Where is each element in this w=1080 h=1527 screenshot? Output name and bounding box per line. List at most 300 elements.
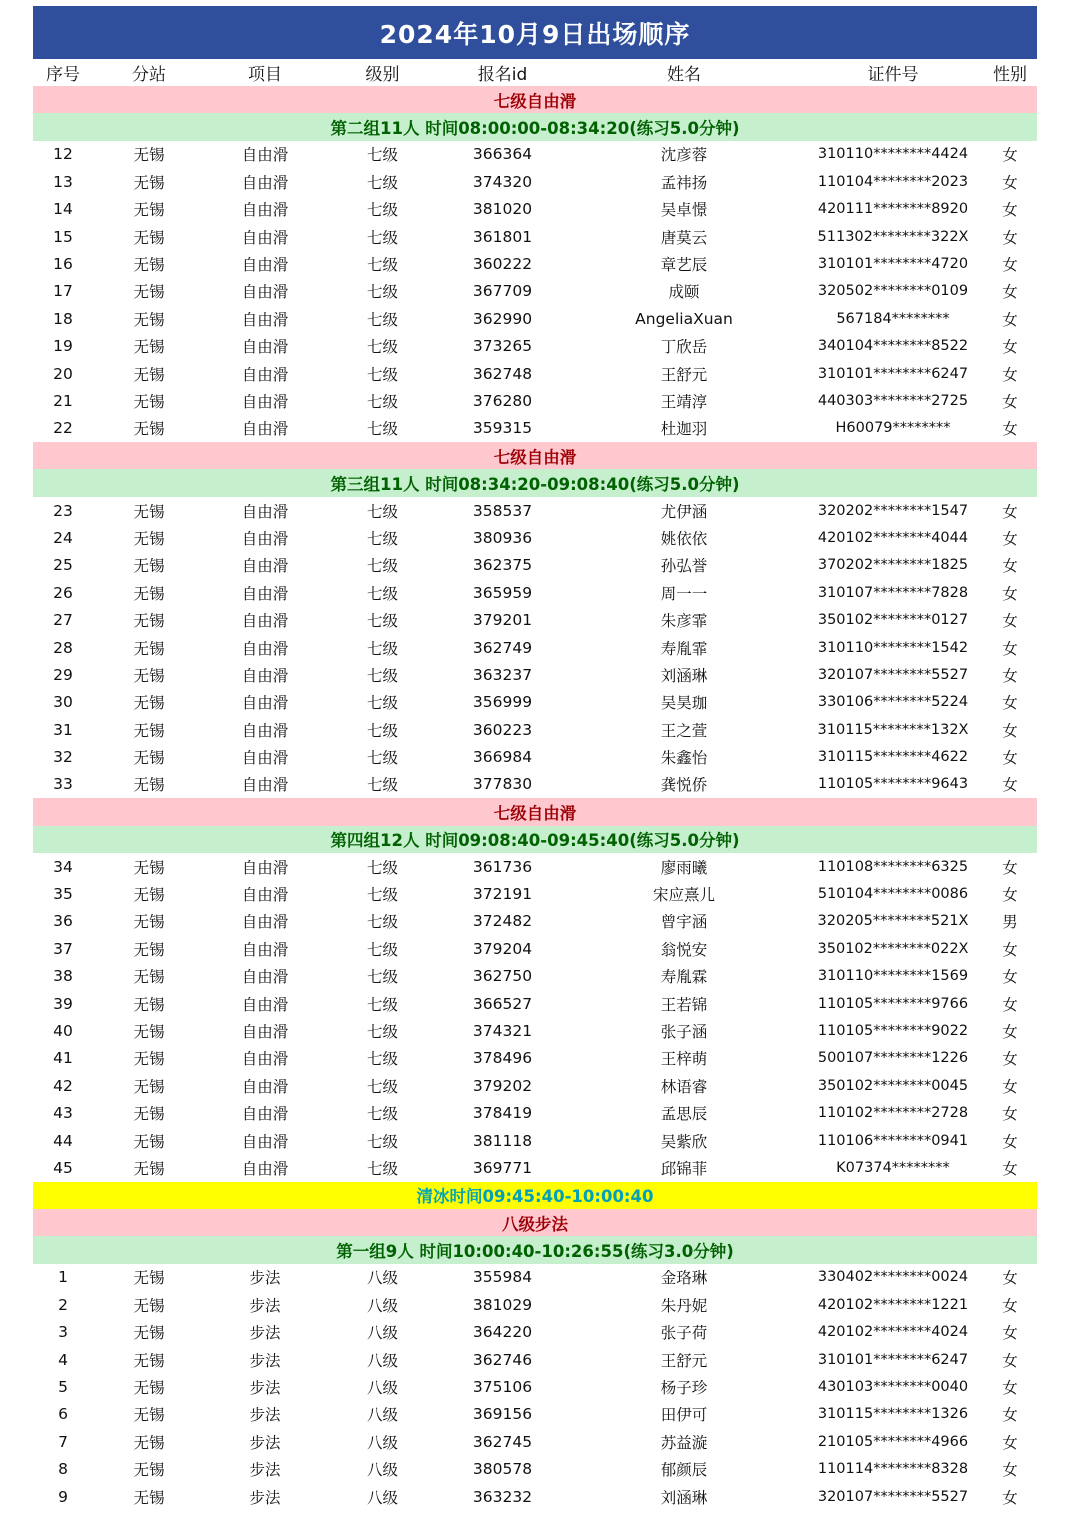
reg-id-cell: 378419 <box>472 1104 533 1123</box>
station-cell: 无锡 <box>133 420 165 439</box>
gender-cell: 女 <box>1002 666 1018 685</box>
level-cell: 七级 <box>366 529 398 548</box>
seq-cell: 5 <box>58 1378 68 1397</box>
seq-cell: 24 <box>53 528 73 547</box>
level-cell: 七级 <box>366 310 398 329</box>
level-cell: 七级 <box>366 995 398 1014</box>
ice-cleaning-band: 清冰时间09:45:40-10:00:40 <box>33 1182 1037 1209</box>
column-header-station: 分站 <box>132 65 166 85</box>
reg-id-cell: 381029 <box>472 1295 533 1314</box>
table-row <box>33 743 1037 770</box>
level-cell: 七级 <box>366 749 398 768</box>
reg-id-cell: 377830 <box>472 775 533 794</box>
level-cell: 七级 <box>366 1050 398 1069</box>
name-cell: 廖雨曦 <box>660 858 708 877</box>
id-number-cell: 110108********6325 <box>817 858 969 875</box>
table-row <box>33 223 1037 250</box>
gender-cell: 女 <box>1002 310 1018 329</box>
name-cell: 张子荷 <box>660 1324 708 1343</box>
name-cell: 唐莫云 <box>660 228 708 247</box>
station-cell: 无锡 <box>133 913 165 932</box>
table-row <box>33 1428 1037 1455</box>
column-header-gender: 性别 <box>993 65 1027 85</box>
station-cell: 无锡 <box>133 1296 165 1315</box>
level-cell: 七级 <box>366 721 398 740</box>
station-cell: 无锡 <box>133 1077 165 1096</box>
level-cell: 七级 <box>366 886 398 905</box>
reg-id-cell: 360222 <box>472 255 533 274</box>
table-row <box>33 1154 1037 1181</box>
gender-cell: 女 <box>1002 776 1018 795</box>
group-band: 第四组12人 时间09:08:40-09:45:40(练习5.0分钟) <box>33 826 1037 853</box>
table-row <box>33 168 1037 195</box>
table-row <box>33 716 1037 743</box>
level-cell: 七级 <box>366 392 398 411</box>
reg-id-cell: 365959 <box>472 583 533 602</box>
level-cell: 七级 <box>366 694 398 713</box>
seq-cell: 23 <box>53 501 73 520</box>
page-title: 2024年10月9日出场顺序 <box>33 6 1037 59</box>
reg-id-cell: 355984 <box>472 1268 533 1287</box>
event-cell: 自由滑 <box>241 365 289 384</box>
name-cell: 王之萱 <box>660 721 708 740</box>
seq-cell: 13 <box>53 172 73 191</box>
category-band: 七级自由滑 <box>33 86 1037 113</box>
gender-cell: 女 <box>1002 173 1018 192</box>
reg-id-cell: 372191 <box>472 885 533 904</box>
schedule-sheet <box>33 6 1037 1510</box>
id-number-cell: 210105********4966 <box>817 1433 969 1450</box>
reg-id-cell: 366984 <box>472 748 533 767</box>
table-row <box>33 963 1037 990</box>
reg-id-cell: 366527 <box>472 994 533 1013</box>
event-cell: 自由滑 <box>241 995 289 1014</box>
level-cell: 七级 <box>366 228 398 247</box>
seq-cell: 30 <box>53 693 73 712</box>
event-cell: 步法 <box>249 1406 281 1425</box>
event-cell: 步法 <box>249 1296 281 1315</box>
table-row <box>33 1127 1037 1154</box>
id-number-cell: 500107********1226 <box>817 1050 969 1067</box>
table-row <box>33 1373 1037 1400</box>
name-cell: 苏益漩 <box>660 1433 708 1452</box>
level-cell: 七级 <box>366 256 398 275</box>
reg-id-cell: 362375 <box>472 556 533 575</box>
gender-cell: 女 <box>1002 201 1018 220</box>
station-cell: 无锡 <box>133 529 165 548</box>
name-cell: 尤伊涵 <box>660 502 708 521</box>
seq-cell: 19 <box>53 337 73 356</box>
seq-cell: 1 <box>58 1268 68 1287</box>
name-cell: 刘涵琳 <box>660 1488 708 1507</box>
station-cell: 无锡 <box>133 173 165 192</box>
station-cell: 无锡 <box>133 776 165 795</box>
seq-cell: 34 <box>53 857 73 876</box>
level-cell: 八级 <box>366 1379 398 1398</box>
reg-id-cell: 374320 <box>472 172 533 191</box>
id-number-cell: 430103********0040 <box>817 1379 969 1396</box>
reg-id-cell: 373265 <box>472 337 533 356</box>
gender-cell: 女 <box>1002 1077 1018 1096</box>
table-row <box>33 1072 1037 1099</box>
station-cell: 无锡 <box>133 1050 165 1069</box>
id-number-cell: 310110********1569 <box>817 968 969 985</box>
event-cell: 自由滑 <box>241 612 289 631</box>
name-cell: 龚悦侨 <box>660 776 708 795</box>
table-row <box>33 908 1037 935</box>
name-cell: 王舒元 <box>660 365 708 384</box>
gender-cell: 女 <box>1002 392 1018 411</box>
level-cell: 七级 <box>366 1132 398 1151</box>
event-cell: 自由滑 <box>241 886 289 905</box>
event-cell: 自由滑 <box>241 392 289 411</box>
event-cell: 步法 <box>249 1269 281 1288</box>
id-number-cell: 110105********9022 <box>817 1022 969 1039</box>
level-cell: 七级 <box>366 502 398 521</box>
seq-cell: 3 <box>58 1323 68 1342</box>
reg-id-cell: 372482 <box>472 912 533 931</box>
event-cell: 自由滑 <box>241 420 289 439</box>
station-cell: 无锡 <box>133 694 165 713</box>
table-row <box>33 880 1037 907</box>
id-number-cell: 350102********0045 <box>817 1077 969 1094</box>
seq-cell: 15 <box>53 227 73 246</box>
event-cell: 自由滑 <box>241 1022 289 1041</box>
id-number-cell: 310110********4424 <box>817 146 969 163</box>
level-cell: 七级 <box>366 420 398 439</box>
gender-cell: 女 <box>1002 694 1018 713</box>
station-cell: 无锡 <box>133 1461 165 1480</box>
table-row <box>33 497 1037 524</box>
seq-cell: 18 <box>53 309 73 328</box>
table-row <box>33 1483 1037 1510</box>
table-row <box>33 1017 1037 1044</box>
table-row <box>33 305 1037 332</box>
gender-cell: 女 <box>1002 1132 1018 1151</box>
seq-cell: 16 <box>53 255 73 274</box>
reg-id-cell: 362749 <box>472 638 533 657</box>
event-cell: 自由滑 <box>241 694 289 713</box>
station-cell: 无锡 <box>133 1269 165 1288</box>
level-cell: 七级 <box>366 201 398 220</box>
event-cell: 自由滑 <box>241 666 289 685</box>
id-number-cell: 350102********0127 <box>817 612 969 629</box>
id-number-cell: 110104********2023 <box>817 173 969 190</box>
reg-id-cell: 362745 <box>472 1432 533 1451</box>
station-cell: 无锡 <box>133 721 165 740</box>
table-row <box>33 689 1037 716</box>
name-cell: 张子涵 <box>660 1022 708 1041</box>
id-number-cell: 340104********8522 <box>817 338 969 355</box>
table-row <box>33 524 1037 551</box>
gender-cell: 女 <box>1002 612 1018 631</box>
gender-cell: 女 <box>1002 1269 1018 1288</box>
id-number-cell: 330106********5224 <box>817 694 969 711</box>
name-cell: 寿胤霖 <box>660 968 708 987</box>
level-cell: 七级 <box>366 173 398 192</box>
table-row <box>33 333 1037 360</box>
reg-id-cell: 358537 <box>472 501 533 520</box>
seq-cell: 4 <box>58 1350 68 1369</box>
level-cell: 七级 <box>366 338 398 357</box>
id-number-cell: 310101********6247 <box>817 365 969 382</box>
table-row <box>33 606 1037 633</box>
event-cell: 自由滑 <box>241 913 289 932</box>
seq-cell: 33 <box>53 775 73 794</box>
station-cell: 无锡 <box>133 146 165 165</box>
gender-cell: 女 <box>1002 1351 1018 1370</box>
id-number-cell: 110102********2728 <box>817 1105 969 1122</box>
name-cell: 宋应熹儿 <box>652 886 715 905</box>
category-band: 七级自由滑 <box>33 442 1037 469</box>
reg-id-cell: 360223 <box>472 720 533 739</box>
event-cell: 步法 <box>249 1324 281 1343</box>
station-cell: 无锡 <box>133 1022 165 1041</box>
reg-id-cell: 375106 <box>472 1378 533 1397</box>
name-cell: 朱鑫怡 <box>660 749 708 768</box>
table-row <box>33 360 1037 387</box>
table-row <box>33 853 1037 880</box>
id-number-cell: K07374******** <box>836 1159 950 1176</box>
reg-id-cell: 356999 <box>472 693 533 712</box>
reg-id-cell: 367709 <box>472 282 533 301</box>
seq-cell: 20 <box>53 364 73 383</box>
reg-id-cell: 374321 <box>472 1021 533 1040</box>
column-header-reg-id: 报名id <box>477 65 528 85</box>
event-cell: 步法 <box>249 1351 281 1370</box>
seq-cell: 36 <box>53 912 73 931</box>
level-cell: 七级 <box>366 1159 398 1178</box>
level-cell: 八级 <box>366 1406 398 1425</box>
seq-cell: 8 <box>58 1460 68 1479</box>
schedule-body <box>33 86 1037 1510</box>
name-cell: 林语睿 <box>660 1077 708 1096</box>
gender-cell: 男 <box>1002 913 1018 932</box>
id-number-cell: 310101********6247 <box>817 1351 969 1368</box>
table-row <box>33 661 1037 688</box>
level-cell: 七级 <box>366 776 398 795</box>
name-cell: 朱彦霏 <box>660 612 708 631</box>
seq-cell: 26 <box>53 583 73 602</box>
column-header-level: 级别 <box>365 65 400 85</box>
table-row <box>33 1045 1037 1072</box>
group-band: 第三组11人 时间08:34:20-09:08:40(练习5.0分钟) <box>33 469 1037 496</box>
reg-id-cell: 381020 <box>472 200 533 219</box>
seq-cell: 28 <box>53 638 73 657</box>
name-cell: 周一一 <box>660 584 708 603</box>
event-cell: 自由滑 <box>241 721 289 740</box>
gender-cell: 女 <box>1002 420 1018 439</box>
seq-cell: 22 <box>53 419 73 438</box>
event-cell: 自由滑 <box>241 858 289 877</box>
level-cell: 八级 <box>366 1351 398 1370</box>
table-row <box>33 1319 1037 1346</box>
level-cell: 七级 <box>366 940 398 959</box>
seq-cell: 42 <box>53 1076 73 1095</box>
reg-id-cell: 380936 <box>472 528 533 547</box>
table-row <box>33 415 1037 442</box>
level-cell: 七级 <box>366 639 398 658</box>
level-cell: 八级 <box>366 1488 398 1507</box>
level-cell: 七级 <box>366 612 398 631</box>
gender-cell: 女 <box>1002 1159 1018 1178</box>
reg-id-cell: 369156 <box>472 1405 533 1424</box>
id-number-cell: 420102********1221 <box>817 1296 969 1313</box>
event-cell: 自由滑 <box>241 1159 289 1178</box>
gender-cell: 女 <box>1002 584 1018 603</box>
table-row <box>33 1456 1037 1483</box>
seq-cell: 17 <box>53 282 73 301</box>
seq-cell: 6 <box>58 1405 68 1424</box>
gender-cell: 女 <box>1002 1324 1018 1343</box>
station-cell: 无锡 <box>133 310 165 329</box>
seq-cell: 38 <box>53 967 73 986</box>
reg-id-cell: 362750 <box>472 967 533 986</box>
gender-cell: 女 <box>1002 1433 1018 1452</box>
station-cell: 无锡 <box>133 365 165 384</box>
level-cell: 八级 <box>366 1461 398 1480</box>
seq-cell: 40 <box>53 1021 73 1040</box>
seq-cell: 43 <box>53 1104 73 1123</box>
seq-cell: 37 <box>53 939 73 958</box>
table-row <box>33 250 1037 277</box>
id-number-cell: 310107********7828 <box>817 584 969 601</box>
seq-cell: 14 <box>53 200 73 219</box>
id-number-cell: 320502********0109 <box>817 283 969 300</box>
station-cell: 无锡 <box>133 940 165 959</box>
group-band: 第一组9人 时间10:00:40-10:26:55(练习3.0分钟) <box>33 1236 1037 1263</box>
level-cell: 七级 <box>366 146 398 165</box>
station-cell: 无锡 <box>133 1351 165 1370</box>
gender-cell: 女 <box>1002 886 1018 905</box>
reg-id-cell: 363237 <box>472 665 533 684</box>
name-cell: 吴紫欣 <box>660 1132 708 1151</box>
station-cell: 无锡 <box>133 749 165 768</box>
event-cell: 自由滑 <box>241 310 289 329</box>
id-number-cell: 110114********8328 <box>817 1461 969 1478</box>
event-cell: 自由滑 <box>241 173 289 192</box>
reg-id-cell: 362990 <box>472 309 533 328</box>
table-row <box>33 1099 1037 1126</box>
id-number-cell: 310115********132X <box>817 721 969 738</box>
event-cell: 自由滑 <box>241 1105 289 1124</box>
event-cell: 自由滑 <box>241 940 289 959</box>
table-row <box>33 387 1037 414</box>
gender-cell: 女 <box>1002 1379 1018 1398</box>
level-cell: 八级 <box>366 1296 398 1315</box>
reg-id-cell: 379202 <box>472 1076 533 1095</box>
gender-cell: 女 <box>1002 721 1018 740</box>
level-cell: 七级 <box>366 1077 398 1096</box>
name-cell: 翁悦安 <box>660 940 708 959</box>
event-cell: 自由滑 <box>241 228 289 247</box>
id-number-cell: H60079******** <box>835 420 951 437</box>
table-row <box>33 990 1037 1017</box>
id-number-cell: 320107********5527 <box>817 1488 969 1505</box>
station-cell: 无锡 <box>133 557 165 576</box>
reg-id-cell: 361736 <box>472 857 533 876</box>
gender-cell: 女 <box>1002 1105 1018 1124</box>
station-cell: 无锡 <box>133 392 165 411</box>
event-cell: 自由滑 <box>241 776 289 795</box>
reg-id-cell: 379201 <box>472 611 533 630</box>
gender-cell: 女 <box>1002 529 1018 548</box>
reg-id-cell: 378496 <box>472 1049 533 1068</box>
gender-cell: 女 <box>1002 639 1018 658</box>
reg-id-cell: 369771 <box>472 1158 533 1177</box>
station-cell: 无锡 <box>133 283 165 302</box>
event-cell: 自由滑 <box>241 146 289 165</box>
seq-cell: 2 <box>58 1295 68 1314</box>
name-cell: 沈彦蓉 <box>660 146 708 165</box>
id-number-cell: 110105********9643 <box>817 776 969 793</box>
level-cell: 七级 <box>366 858 398 877</box>
table-row <box>33 552 1037 579</box>
reg-id-cell: 376280 <box>472 391 533 410</box>
name-cell: 孙弘誉 <box>660 557 708 576</box>
station-cell: 无锡 <box>133 256 165 275</box>
gender-cell: 女 <box>1002 995 1018 1014</box>
name-cell: 吴卓憬 <box>660 201 708 220</box>
event-cell: 自由滑 <box>241 338 289 357</box>
column-header-id-number: 证件号 <box>867 65 919 85</box>
name-cell: 金珞琳 <box>660 1269 708 1288</box>
table-row <box>33 935 1037 962</box>
gender-cell: 女 <box>1002 968 1018 987</box>
level-cell: 七级 <box>366 1105 398 1124</box>
station-cell: 无锡 <box>133 666 165 685</box>
event-cell: 自由滑 <box>241 1132 289 1151</box>
gender-cell: 女 <box>1002 1488 1018 1507</box>
id-number-cell: 440303********2725 <box>817 392 969 409</box>
id-number-cell: 420111********8920 <box>817 201 969 218</box>
seq-cell: 41 <box>53 1049 73 1068</box>
table-row <box>33 1264 1037 1291</box>
id-number-cell: 370202********1825 <box>817 557 969 574</box>
column-header-seq: 序号 <box>46 65 80 85</box>
level-cell: 七级 <box>366 666 398 685</box>
station-cell: 无锡 <box>133 639 165 658</box>
seq-cell: 39 <box>53 994 73 1013</box>
level-cell: 七级 <box>366 1022 398 1041</box>
name-cell: AngeliaXuan <box>635 309 733 328</box>
gender-cell: 女 <box>1002 1022 1018 1041</box>
gender-cell: 女 <box>1002 502 1018 521</box>
gender-cell: 女 <box>1002 1406 1018 1425</box>
station-cell: 无锡 <box>133 584 165 603</box>
name-cell: 刘涵琳 <box>660 666 708 685</box>
event-cell: 自由滑 <box>241 256 289 275</box>
station-cell: 无锡 <box>133 612 165 631</box>
event-cell: 自由滑 <box>241 749 289 768</box>
station-cell: 无锡 <box>133 995 165 1014</box>
name-cell: 曾宇涵 <box>660 913 708 932</box>
table-row <box>33 579 1037 606</box>
reg-id-cell: 381118 <box>472 1131 533 1150</box>
table-row <box>33 634 1037 661</box>
station-cell: 无锡 <box>133 1159 165 1178</box>
reg-id-cell: 361801 <box>472 227 533 246</box>
id-number-cell: 511302********322X <box>817 228 969 245</box>
event-cell: 步法 <box>249 1488 281 1507</box>
station-cell: 无锡 <box>133 1433 165 1452</box>
name-cell: 孟思辰 <box>660 1105 708 1124</box>
event-cell: 自由滑 <box>241 283 289 302</box>
station-cell: 无锡 <box>133 1406 165 1425</box>
event-cell: 自由滑 <box>241 201 289 220</box>
station-cell: 无锡 <box>133 338 165 357</box>
name-cell: 杜迦羽 <box>660 420 708 439</box>
